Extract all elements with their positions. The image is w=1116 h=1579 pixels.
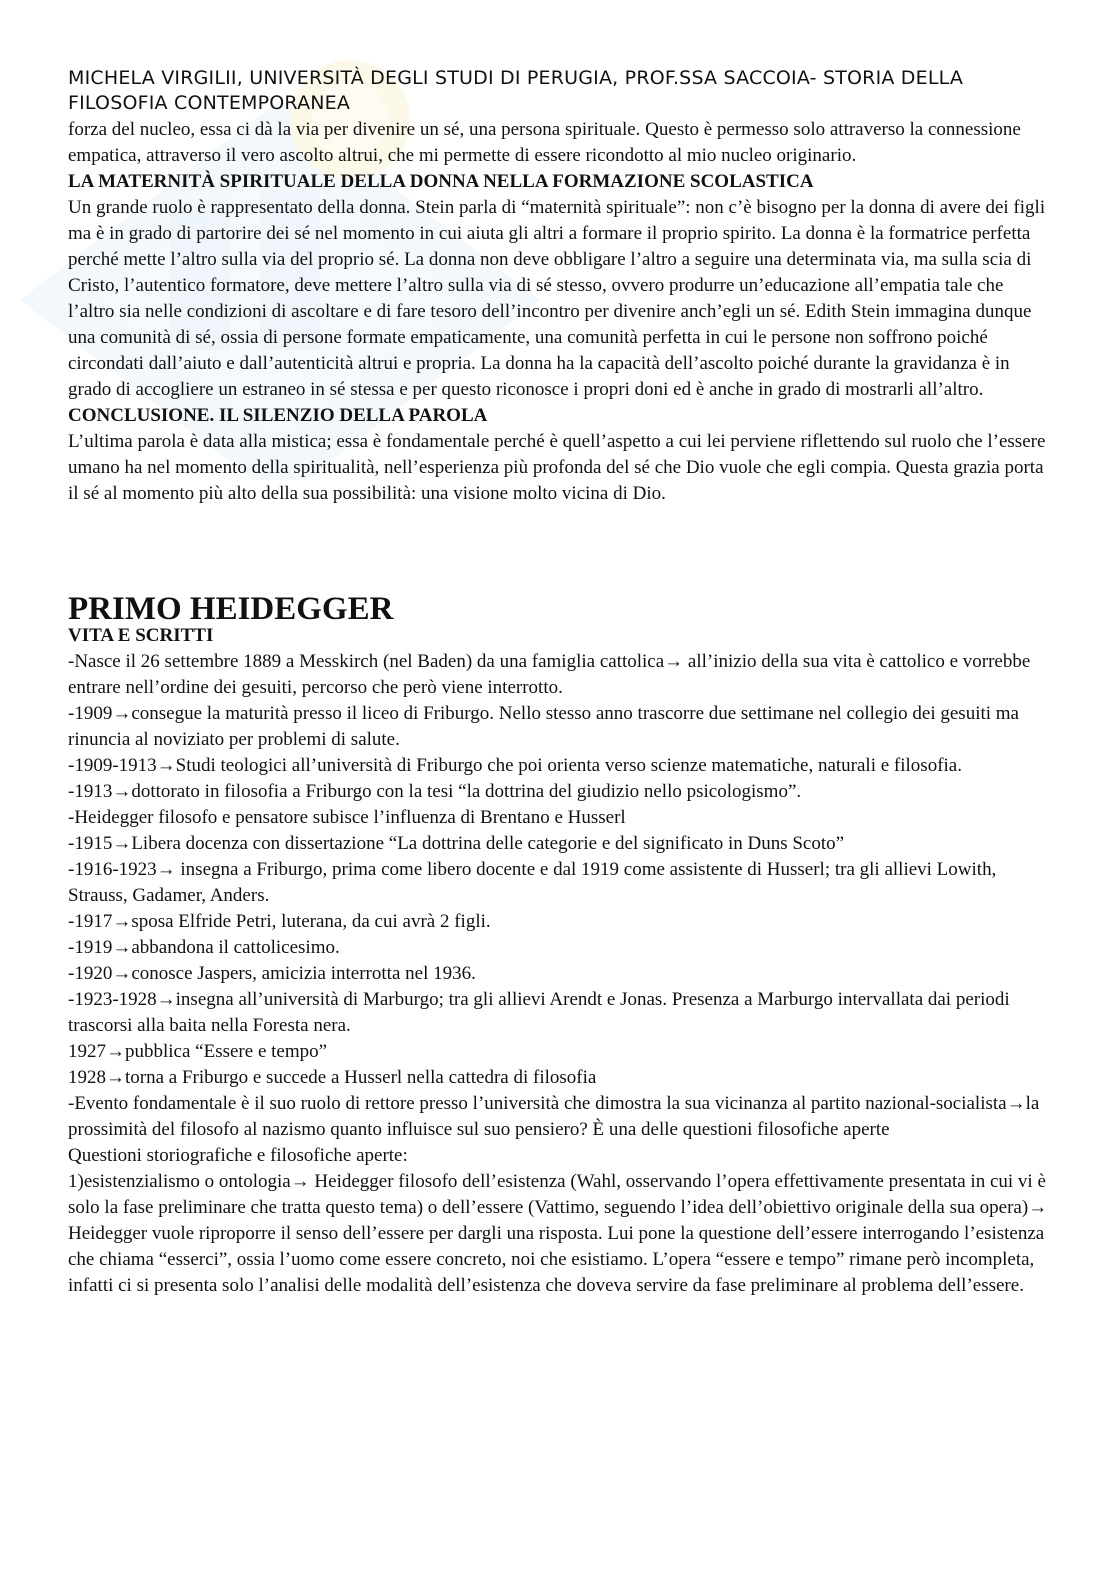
section-spacer bbox=[68, 507, 1053, 589]
chapter-title: PRIMO HEIDEGGER bbox=[68, 591, 394, 627]
timeline-item: -Nasce il 26 settembre 1889 a Messkirch (nel Baden) da una famiglia cattolica→ all’inizio della sua vita è cattolico e vorrebbe entrare nell’ordine dei gesuiti, percorso che però viene interrotto. bbox=[68, 651, 1031, 698]
open-questions-label: Questioni storiografiche e filosofiche aperte: bbox=[68, 1145, 408, 1166]
timeline-item: -1916-1923→ insegna a Friburgo, prima come libero docente e dal 1919 come assistente di Husserl; tra gli allievi Lowith, Strauss, Gadamer, Anders. bbox=[68, 859, 997, 906]
timeline-item: -1917→sposa Elfride Petri, luterana, da cui avrà 2 figli. bbox=[68, 911, 491, 932]
timeline-item: -1913→dottorato in filosofia a Friburgo con la tesi “la dottrina del giudizio nello psicologismo”. bbox=[68, 781, 802, 802]
page-header: MICHELA VIRGILII, UNIVERSITÀ DEGLI STUDI DI PERUGIA, PROF.SSA SACCOIA- STORIA DELLA FILOSOFIA CONTEMPORANEA bbox=[68, 67, 964, 114]
timeline-item: -1909→consegue la maturità presso il liceo di Friburgo. Nello stesso anno trascorre due settimane nel collegio dei gesuiti ma rinuncia al noviziato per problemi di salute. bbox=[68, 703, 1019, 750]
chapter-subheading: VITA E SCRITTI bbox=[68, 625, 214, 646]
section-heading-conclusione: CONCLUSIONE. IL SILENZIO DELLA PAROLA bbox=[68, 405, 488, 426]
open-question-item: 1)esistenzialismo o ontologia→ Heidegger filosofo dell’esistenza (Wahl, osservando l’opera effettivamente presentata in cui vi è solo la fase preliminare che tratta questo tema) o dell’essere (Vattimo, seguendo l’idea dell’obiettivo originale della sua opera)→ Heidegger vuole riproporre il senso dell’essere per dargli una risposta. Lui pone la questione dell’essere interrogando l’esistenza che chiama “esserci”, ossia l’uomo come essere concreto, noi che esistiamo. L’opera “essere e tempo” rimane però incompleta, infatti ci si presenta solo l’analisi delle modalità dell’esistenza che doveva servire da fase preliminare al problema dell’essere. bbox=[68, 1171, 1048, 1296]
timeline-item: 1928→torna a Friburgo e succede a Husserl nella cattedra di filosofia bbox=[68, 1067, 597, 1088]
timeline-item: -1909-1913→Studi teologici all’università di Friburgo che poi orienta verso scienze matematiche, naturali e filosofia. bbox=[68, 755, 962, 776]
section-text-conclusione: L’ultima parola è data alla mistica; essa è fondamentale perché è quell’aspetto a cui lei perviene riflettendo sul ruolo che l’essere umano ha nel momento della spiritualità, nell’esperienza più profonda del sé che Dio vuole che egli compia. Questa grazia porta il sé al momento più alto della sua possibilità: una visione molto vicina di Dio. bbox=[68, 431, 1046, 504]
timeline-item: -1919→abbandona il cattolicesimo. bbox=[68, 937, 340, 958]
section-heading-maternita: LA MATERNITÀ SPIRITUALE DELLA DONNA NELLA FORMAZIONE SCOLASTICA bbox=[68, 171, 814, 192]
timeline-item: -Evento fondamentale è il suo ruolo di rettore presso l’università che dimostra la sua vicinanza al partito nazional-socialista→la prossimità del filosofo al nazismo quanto influisce sul suo pensiero? È una delle questioni filosofiche aperte bbox=[68, 1093, 1040, 1140]
timeline-item: -1915→Libera docenza con dissertazione “La dottrina delle categorie e del significato in Duns Scoto” bbox=[68, 833, 845, 854]
timeline-item: -Heidegger filosofo e pensatore subisce l’influenza di Brentano e Husserl bbox=[68, 807, 626, 828]
timeline-item: -1920→conosce Jaspers, amicizia interrotta nel 1936. bbox=[68, 963, 476, 984]
timeline-item: -1923-1928→insegna all’università di Marburgo; tra gli allievi Arendt e Jonas. Presenza a Marburgo intervallata dai periodi trascorsi alla baita nella Foresta nera. bbox=[68, 989, 1010, 1036]
timeline-item: 1927→pubblica “Essere e tempo” bbox=[68, 1041, 328, 1062]
intro-paragraph: forza del nucleo, essa ci dà la via per divenire un sé, una persona spirituale. Questo è permesso solo attraverso la connessione empatica, attraverso il vero ascolto altrui, che mi permette di essere ricondotto al mio nucleo originario. bbox=[68, 119, 1021, 166]
section-text-maternita: Un grande ruolo è rappresentato della donna. Stein parla di “maternità spirituale”: non c’è bisogno per la donna di avere dei figli ma è in grado di partorire dei sé nel momento in cui aiuta gli altri a formare il proprio spirito. La donna è la formatrice perfetta perché mette l’altro sulla via del proprio sé. La donna non deve obbligare l’altro a seguire una determinata via, ma sulla scia di Cristo, l’autentico formatore, deve mettere l’altro sulla via di sé stesso, ovvero produrre un’educazione all’empatia tale che l’altro sia nelle condizioni di ascoltare e di fare tesoro dell’incontro per divenire anch’egli un sé. Edith Stein immagina dunque una comunità di sé, ossia di persone formate empaticamente, una comunità perfetta in cui le persone non soffrono poiché circondati dall’aiuto e dall’autenticità altrui e propria. La donna ha la capacità dell’ascolto poiché durante la gravidanza è in grado di accogliere un estraneo in sé stessa e per questo riconosce i propri doni ed è anche in grado di mostrarli all’altro. bbox=[68, 197, 1046, 400]
document-content bbox=[68, 66, 1053, 1299]
